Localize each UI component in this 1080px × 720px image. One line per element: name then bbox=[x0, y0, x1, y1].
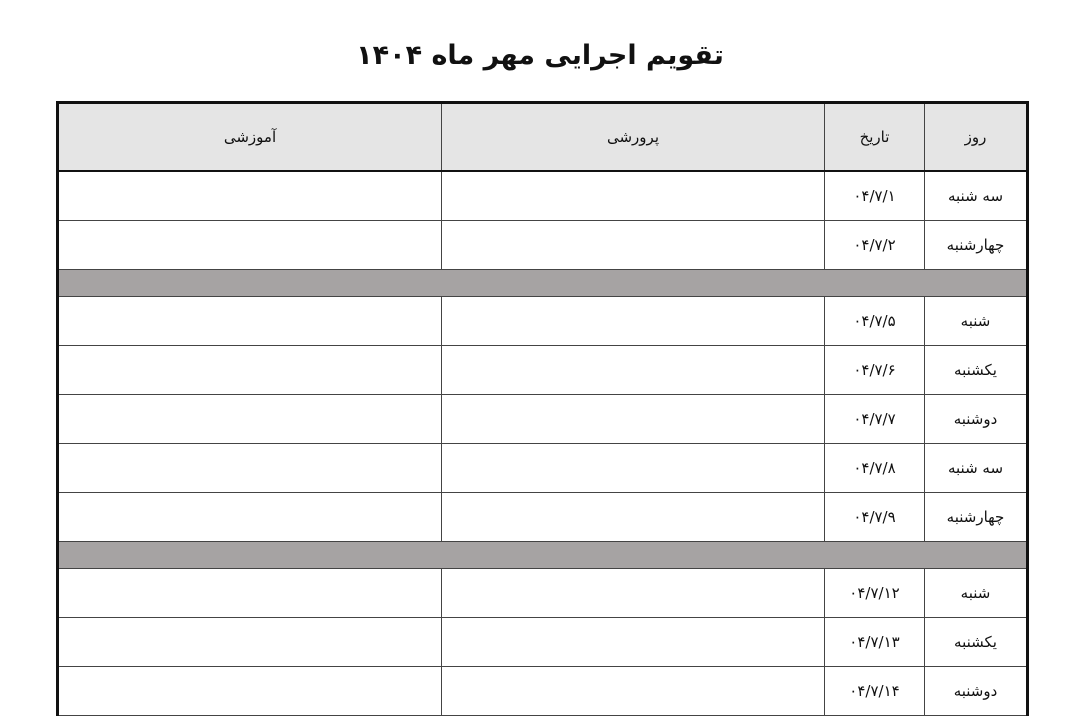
parvaresh-cell bbox=[442, 569, 825, 618]
table-row bbox=[58, 569, 1028, 618]
day-cell: یکشنبه bbox=[925, 618, 1028, 667]
date-cell: ۰۴/۷/۲ bbox=[825, 221, 925, 270]
day-cell: دوشنبه bbox=[925, 667, 1028, 716]
amoozesh-cell bbox=[58, 667, 442, 716]
header-date: تاریخ bbox=[825, 103, 925, 172]
table-header bbox=[58, 103, 1028, 172]
amoozesh-cell bbox=[58, 221, 442, 270]
parvaresh-cell bbox=[442, 221, 825, 270]
date-cell: ۰۴/۷/۱۴ bbox=[825, 667, 925, 716]
date-cell: ۰۴/۷/۸ bbox=[825, 444, 925, 493]
parvaresh-cell bbox=[442, 618, 825, 667]
parvaresh-cell bbox=[442, 297, 825, 346]
header-day: روز bbox=[925, 103, 1028, 172]
amoozesh-cell bbox=[58, 171, 442, 221]
amoozesh-cell bbox=[58, 395, 442, 444]
table-row bbox=[58, 667, 1028, 716]
parvaresh-cell bbox=[442, 444, 825, 493]
parvaresh-cell bbox=[442, 493, 825, 542]
table-row bbox=[58, 618, 1028, 667]
amoozesh-cell bbox=[58, 346, 442, 395]
table-row bbox=[58, 444, 1028, 493]
parvaresh-cell bbox=[442, 171, 825, 221]
amoozesh-cell bbox=[58, 493, 442, 542]
separator-cell bbox=[58, 542, 1028, 569]
header-amoozesh: آموزشی bbox=[58, 103, 442, 172]
page-title: تقویم اجرایی مهر ماه ۱۴۰۴ bbox=[356, 40, 724, 71]
day-cell: سه شنبه bbox=[925, 171, 1028, 221]
schedule-table bbox=[56, 101, 1029, 716]
separator-row bbox=[58, 542, 1028, 569]
table-row bbox=[58, 395, 1028, 444]
header-parvaresh: پرورشی bbox=[442, 103, 825, 172]
day-cell: شنبه bbox=[925, 297, 1028, 346]
date-cell: ۰۴/۷/۵ bbox=[825, 297, 925, 346]
amoozesh-cell bbox=[58, 569, 442, 618]
parvaresh-cell bbox=[442, 667, 825, 716]
table-row bbox=[58, 493, 1028, 542]
day-cell: چهارشنبه bbox=[925, 221, 1028, 270]
table-body bbox=[58, 171, 1028, 716]
date-cell: ۰۴/۷/۶ bbox=[825, 346, 925, 395]
amoozesh-cell bbox=[58, 444, 442, 493]
table-row bbox=[58, 221, 1028, 270]
header-row bbox=[58, 103, 1028, 172]
date-cell: ۰۴/۷/۱ bbox=[825, 171, 925, 221]
day-cell: دوشنبه bbox=[925, 395, 1028, 444]
day-cell: یکشنبه bbox=[925, 346, 1028, 395]
table-row bbox=[58, 171, 1028, 221]
date-cell: ۰۴/۷/۱۲ bbox=[825, 569, 925, 618]
separator-cell bbox=[58, 270, 1028, 297]
amoozesh-cell bbox=[58, 618, 442, 667]
separator-row bbox=[58, 270, 1028, 297]
day-cell: چهارشنبه bbox=[925, 493, 1028, 542]
table-row bbox=[58, 297, 1028, 346]
date-cell: ۰۴/۷/۹ bbox=[825, 493, 925, 542]
parvaresh-cell bbox=[442, 346, 825, 395]
date-cell: ۰۴/۷/۱۳ bbox=[825, 618, 925, 667]
amoozesh-cell bbox=[58, 297, 442, 346]
day-cell: شنبه bbox=[925, 569, 1028, 618]
date-cell: ۰۴/۷/۷ bbox=[825, 395, 925, 444]
day-cell: سه شنبه bbox=[925, 444, 1028, 493]
table-row bbox=[58, 346, 1028, 395]
parvaresh-cell bbox=[442, 395, 825, 444]
